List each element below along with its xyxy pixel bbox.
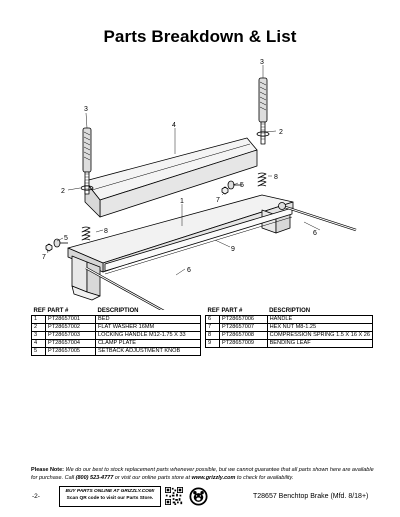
table-row (32, 348, 201, 356)
description-cell: FLAT WASHER 16MM (96, 324, 201, 332)
table-row (206, 324, 373, 332)
buy-parts-box[interactable] (59, 486, 161, 507)
part-number-cell: PT28657002 (46, 324, 96, 332)
header-part-number: PART # (47, 308, 69, 314)
part-number-cell: PT28657008 (220, 332, 268, 340)
model-footer: T28657 Benchtop Brake (Mfd. 8/18+) (253, 493, 369, 500)
buy-parts-line: BUY PARTS ONLINE AT GRIZZLY.COM! (65, 489, 155, 494)
ref-cell: 7 (206, 324, 220, 332)
callout-9: 9 (231, 246, 235, 253)
ref-cell: 8 (206, 332, 220, 340)
header-description: DESCRIPTION (269, 308, 311, 314)
table-row (206, 332, 373, 340)
locking-handle-right-drawing (259, 78, 267, 144)
bear-logo-icon (189, 487, 208, 506)
ref-cell: 5 (32, 348, 46, 356)
ref-cell: 1 (32, 316, 46, 324)
part-number-cell: PT28657004 (46, 340, 96, 348)
scan-qr-line: Scan QR code to visit our Parts Store. (66, 495, 154, 501)
table-row (32, 324, 201, 332)
part-number-cell: PT28657003 (46, 332, 96, 340)
callout-5-left: 5 (64, 235, 68, 242)
part-number-cell: PT28657007 (220, 324, 268, 332)
part-number-cell: PT28657006 (220, 316, 268, 324)
spring-left-drawing (82, 227, 90, 240)
table-row (32, 340, 201, 348)
page-title: Parts Breakdown & List (103, 27, 297, 46)
ref-cell: 4 (32, 340, 46, 348)
header-ref: REF (33, 308, 46, 314)
table-row (206, 316, 373, 324)
hex-nut-right-drawing (222, 187, 228, 194)
callout-6-right: 6 (313, 230, 317, 237)
description-cell: HANDLE (267, 316, 372, 324)
availability-note (31, 467, 376, 482)
note-text-1: We do our best to stock replacement parts whenever possible, but we cannot guarantee that all parts shown here are available for purchase. Call (31, 467, 374, 481)
parts-table-left (31, 308, 201, 356)
description-cell: CLAMP PLATE (96, 340, 201, 348)
callout-1: 1 (180, 198, 184, 205)
callout-5-right: 5 (240, 182, 244, 189)
callout-4: 4 (172, 122, 176, 129)
callout-3-left: 3 (84, 106, 88, 113)
header-ref: REF (207, 308, 220, 314)
callout-2-left: 2 (61, 188, 65, 195)
note-text-3: to check for availability. (235, 474, 294, 481)
table-row (32, 316, 201, 324)
table-row (32, 332, 201, 340)
hex-nut-left-drawing (46, 244, 52, 251)
ref-cell: 3 (32, 332, 46, 340)
description-cell: SETBACK ADJUSTMENT KNOB (96, 348, 201, 356)
header-description: DESCRIPTION (97, 308, 139, 314)
ref-cell: 6 (206, 316, 220, 324)
ref-cell: 2 (32, 324, 46, 332)
callout-2-right: 2 (279, 129, 283, 136)
spring-right-drawing (258, 173, 266, 186)
description-cell: HEX NUT M8-1.25 (267, 324, 372, 332)
callout-7-left: 7 (42, 254, 46, 261)
parts-store-link[interactable]: www.grizzly.com (191, 474, 236, 481)
callout-3-right: 3 (260, 59, 264, 66)
parts-table-right (205, 308, 373, 348)
qr-code-icon[interactable] (165, 487, 183, 505)
description-cell: BED (96, 316, 201, 324)
ref-cell: 9 (206, 340, 220, 348)
note-text-2: or visit our online parts store at (113, 474, 192, 481)
description-cell: COMPRESSION SPRING 1.5 X 16 X 26 (267, 332, 372, 340)
exploded-parts-diagram (0, 50, 400, 310)
handle-left-drawing (86, 268, 200, 310)
callout-7-right: 7 (216, 197, 220, 204)
part-number-cell: PT28657001 (46, 316, 96, 324)
callout-8-left: 8 (104, 228, 108, 235)
parts-table-header (32, 308, 201, 316)
phone-number[interactable]: (800) 523-4777 (75, 474, 114, 481)
note-label: Please Note: (31, 467, 65, 473)
header-part-number: PART # (221, 308, 243, 314)
page-number: -2- (32, 493, 40, 500)
callout-6-lower: 6 (187, 267, 191, 274)
part-number-cell: PT28657009 (220, 340, 268, 348)
table-row (206, 340, 373, 348)
description-cell: LOCKING HANDLE M12-1.75 X 33 (96, 332, 201, 340)
parts-table-header (206, 308, 373, 316)
part-number-cell: PT28657005 (46, 348, 96, 356)
callout-8-right: 8 (274, 174, 278, 181)
description-cell: BENDING LEAF (267, 340, 372, 348)
